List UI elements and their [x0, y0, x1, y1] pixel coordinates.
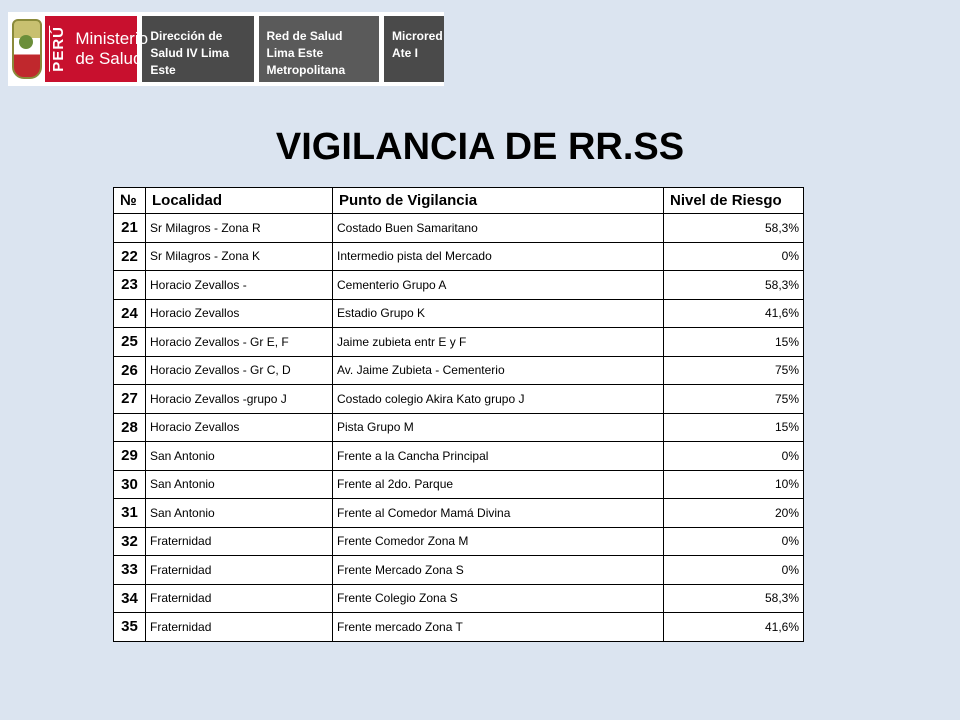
row-number: 30	[114, 470, 146, 499]
row-punto: Jaime zubieta entr E y F	[333, 328, 664, 357]
row-localidad: Horacio Zevallos	[146, 299, 333, 328]
table-row	[114, 613, 804, 642]
row-localidad: Fraternidad	[146, 584, 333, 613]
row-number: 28	[114, 413, 146, 442]
table-row	[114, 271, 804, 300]
row-nivel: 0%	[664, 442, 804, 471]
row-number: 29	[114, 442, 146, 471]
column-header-nivel: Nivel de Riesgo	[664, 188, 804, 214]
row-number: 35	[114, 613, 146, 642]
row-punto: Costado colegio Akira Kato grupo J	[333, 385, 664, 414]
row-nivel: 41,6%	[664, 299, 804, 328]
row-punto: Frente Mercado Zona S	[333, 556, 664, 585]
row-punto: Estadio Grupo K	[333, 299, 664, 328]
table-row	[114, 328, 804, 357]
column-header-number: №	[114, 188, 146, 214]
minsa-logo	[45, 16, 149, 82]
institutional-header	[8, 12, 444, 86]
shield-icon	[12, 19, 42, 79]
row-localidad: Sr Milagros - Zona K	[146, 242, 333, 271]
row-localidad: Fraternidad	[146, 527, 333, 556]
row-localidad: Sr Milagros - Zona R	[146, 214, 333, 243]
row-localidad: Horacio Zevallos -	[146, 271, 333, 300]
row-nivel: 75%	[664, 385, 804, 414]
row-nivel: 15%	[664, 413, 804, 442]
row-punto: Frente a la Cancha Principal	[333, 442, 664, 471]
ministry-label: Ministerio de Salud	[75, 29, 149, 68]
row-punto: Frente al Comedor Mamá Divina	[333, 499, 664, 528]
row-nivel: 41,6%	[664, 613, 804, 642]
row-nivel: 10%	[664, 470, 804, 499]
row-punto: Pista Grupo M	[333, 413, 664, 442]
header-block-direccion: Dirección de Salud IV Lima Este	[142, 16, 253, 82]
row-punto: Av. Jaime Zubieta - Cementerio	[333, 356, 664, 385]
column-header-punto: Punto de Vigilancia	[333, 188, 664, 214]
row-number: 26	[114, 356, 146, 385]
table-row	[114, 242, 804, 271]
row-punto: Frente al 2do. Parque	[333, 470, 664, 499]
row-number: 32	[114, 527, 146, 556]
row-number: 22	[114, 242, 146, 271]
coat-of-arms-logo	[8, 12, 45, 86]
row-punto: Frente Comedor Zona M	[333, 527, 664, 556]
row-punto: Costado Buen Samaritano	[333, 214, 664, 243]
row-localidad: Horacio Zevallos -grupo J	[146, 385, 333, 414]
row-number: 25	[114, 328, 146, 357]
row-number: 31	[114, 499, 146, 528]
table-row	[114, 299, 804, 328]
column-header-localidad: Localidad	[146, 188, 333, 214]
row-nivel: 15%	[664, 328, 804, 357]
row-nivel: 0%	[664, 556, 804, 585]
row-nivel: 58,3%	[664, 214, 804, 243]
vigilance-table	[113, 187, 804, 642]
row-localidad: Fraternidad	[146, 613, 333, 642]
row-number: 34	[114, 584, 146, 613]
table-row	[114, 527, 804, 556]
table-row	[114, 356, 804, 385]
row-punto: Intermedio pista del Mercado	[333, 242, 664, 271]
row-punto: Frente mercado Zona T	[333, 613, 664, 642]
row-nivel: 0%	[664, 242, 804, 271]
row-number: 23	[114, 271, 146, 300]
row-localidad: San Antonio	[146, 499, 333, 528]
table-header-row	[114, 188, 804, 214]
row-nivel: 75%	[664, 356, 804, 385]
row-number: 24	[114, 299, 146, 328]
row-localidad: San Antonio	[146, 470, 333, 499]
table-row	[114, 413, 804, 442]
header-block-red: Red de Salud Lima Este Metropolitana	[259, 16, 380, 82]
row-nivel: 58,3%	[664, 584, 804, 613]
row-localidad: Horacio Zevallos - Gr E, F	[146, 328, 333, 357]
row-number: 21	[114, 214, 146, 243]
row-number: 27	[114, 385, 146, 414]
row-punto: Frente Colegio Zona S	[333, 584, 664, 613]
row-punto: Cementerio Grupo A	[333, 271, 664, 300]
table-row	[114, 214, 804, 243]
table-row	[114, 499, 804, 528]
row-nivel: 58,3%	[664, 271, 804, 300]
table-row	[114, 556, 804, 585]
table-row	[114, 470, 804, 499]
header-block-microred: Microred Ate I	[384, 16, 444, 82]
row-localidad: Horacio Zevallos	[146, 413, 333, 442]
country-label: PERÚ	[50, 26, 68, 72]
table-row	[114, 385, 804, 414]
row-localidad: Fraternidad	[146, 556, 333, 585]
page-title: VIGILANCIA DE RR.SS	[275, 126, 685, 168]
table-row	[114, 442, 804, 471]
row-number: 33	[114, 556, 146, 585]
row-nivel: 0%	[664, 527, 804, 556]
row-localidad: San Antonio	[146, 442, 333, 471]
row-nivel: 20%	[664, 499, 804, 528]
row-localidad: Horacio Zevallos - Gr C, D	[146, 356, 333, 385]
table-row	[114, 584, 804, 613]
